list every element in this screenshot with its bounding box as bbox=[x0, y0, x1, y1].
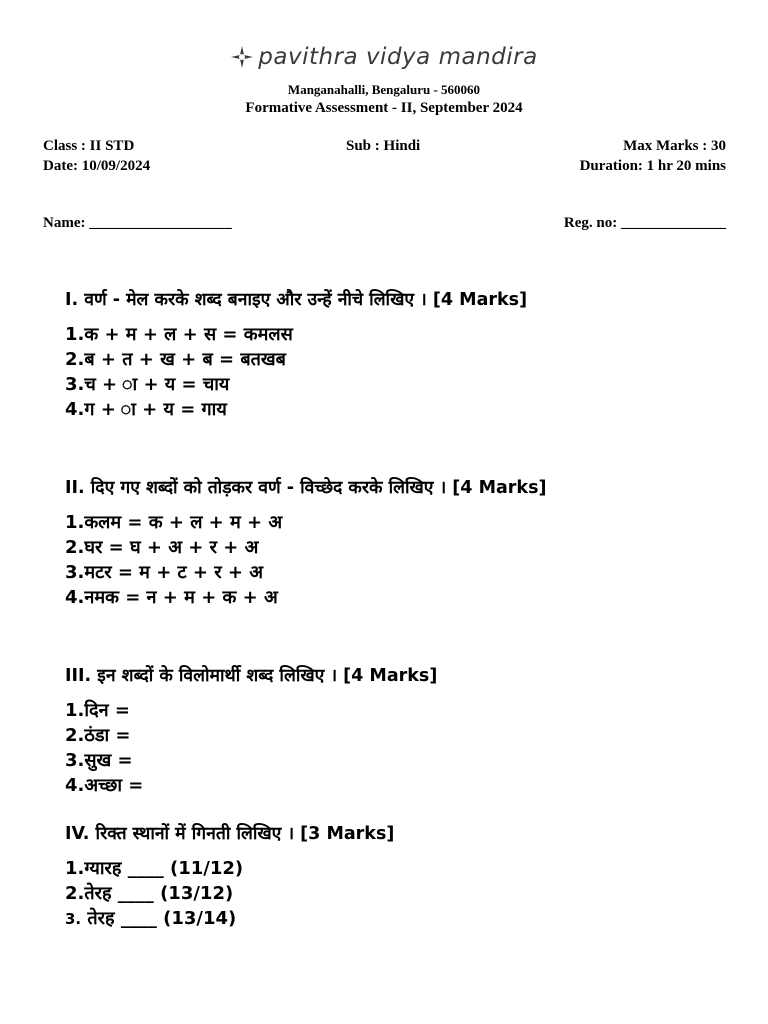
name-field-label: Name: ___________________ bbox=[43, 215, 232, 231]
question-item: 2.ठंडा = bbox=[65, 725, 131, 746]
question-item: 1.क + म + ल + स = कमलस bbox=[65, 324, 293, 345]
question-item bbox=[65, 906, 715, 932]
question-item: 4.ग + ा + य = गाय bbox=[65, 399, 227, 420]
school-name: pavithra vidya mandira bbox=[258, 44, 538, 70]
section-title: III. इन शब्दों के विलोमार्थी शब्द लिखिए । [4 Marks] bbox=[65, 666, 438, 686]
question-number: 3. bbox=[65, 910, 82, 928]
section-title: I. वर्ण - मेल करके शब्द बनाइए और उन्हें नीचे लिखिए । [4 Marks] bbox=[65, 290, 528, 310]
section-1 bbox=[65, 288, 715, 422]
compass-star-icon bbox=[230, 45, 254, 69]
question-item: 3.सुख = bbox=[65, 750, 133, 771]
question-item: 2.ब + त + ख + ब = बतखब bbox=[65, 349, 286, 370]
question-item: 2.तेरह ____ (13/12) bbox=[65, 883, 234, 904]
section-4 bbox=[65, 822, 715, 932]
section-title: II. दिए गए शब्दों को तोड़कर वर्ण - विच्छेद करके लिखिए । [4 Marks] bbox=[65, 478, 547, 498]
question-item: 1.कलम = क + ल + म + अ bbox=[65, 512, 283, 533]
school-address: Manganahalli, Bengaluru - 560060 bbox=[287, 82, 481, 97]
max-marks-label: Max Marks : 30 bbox=[623, 138, 726, 154]
question-item: 1.दिन = bbox=[65, 700, 130, 721]
question-list bbox=[65, 322, 715, 422]
duration-label: Duration: 1 hr 20 mins bbox=[579, 158, 726, 174]
section-title: IV. रिक्त स्थानों में गिनती लिखिए । [3 Marks] bbox=[65, 824, 395, 844]
school-logo bbox=[0, 44, 768, 70]
question-item: 3.मटर = म + ट + र + अ bbox=[65, 562, 263, 583]
question-list bbox=[65, 510, 715, 610]
question-list bbox=[65, 856, 715, 932]
subject-label: Sub : Hindi bbox=[346, 138, 421, 154]
question-text: तेरह ____ (13/14) bbox=[81, 908, 237, 929]
date-label: Date: 10/09/2024 bbox=[43, 158, 151, 174]
section-3 bbox=[65, 664, 715, 798]
question-list bbox=[65, 698, 715, 798]
question-item: 4.नमक = न + म + क + अ bbox=[65, 587, 278, 608]
question-item: 2.घर = घ + अ + र + अ bbox=[65, 537, 259, 558]
question-item: 4.अच्छा = bbox=[65, 775, 144, 796]
question-item: 3.च + ा + य = चाय bbox=[65, 374, 230, 395]
section-2 bbox=[65, 476, 715, 610]
reg-no-field-label: Reg. no: ______________ bbox=[563, 215, 726, 231]
question-item: 1.ग्यारह ____ (11/12) bbox=[65, 858, 244, 879]
assessment-title: Formative Assessment - II, September 2024 bbox=[245, 100, 523, 116]
class-label: Class : II STD bbox=[43, 138, 135, 154]
